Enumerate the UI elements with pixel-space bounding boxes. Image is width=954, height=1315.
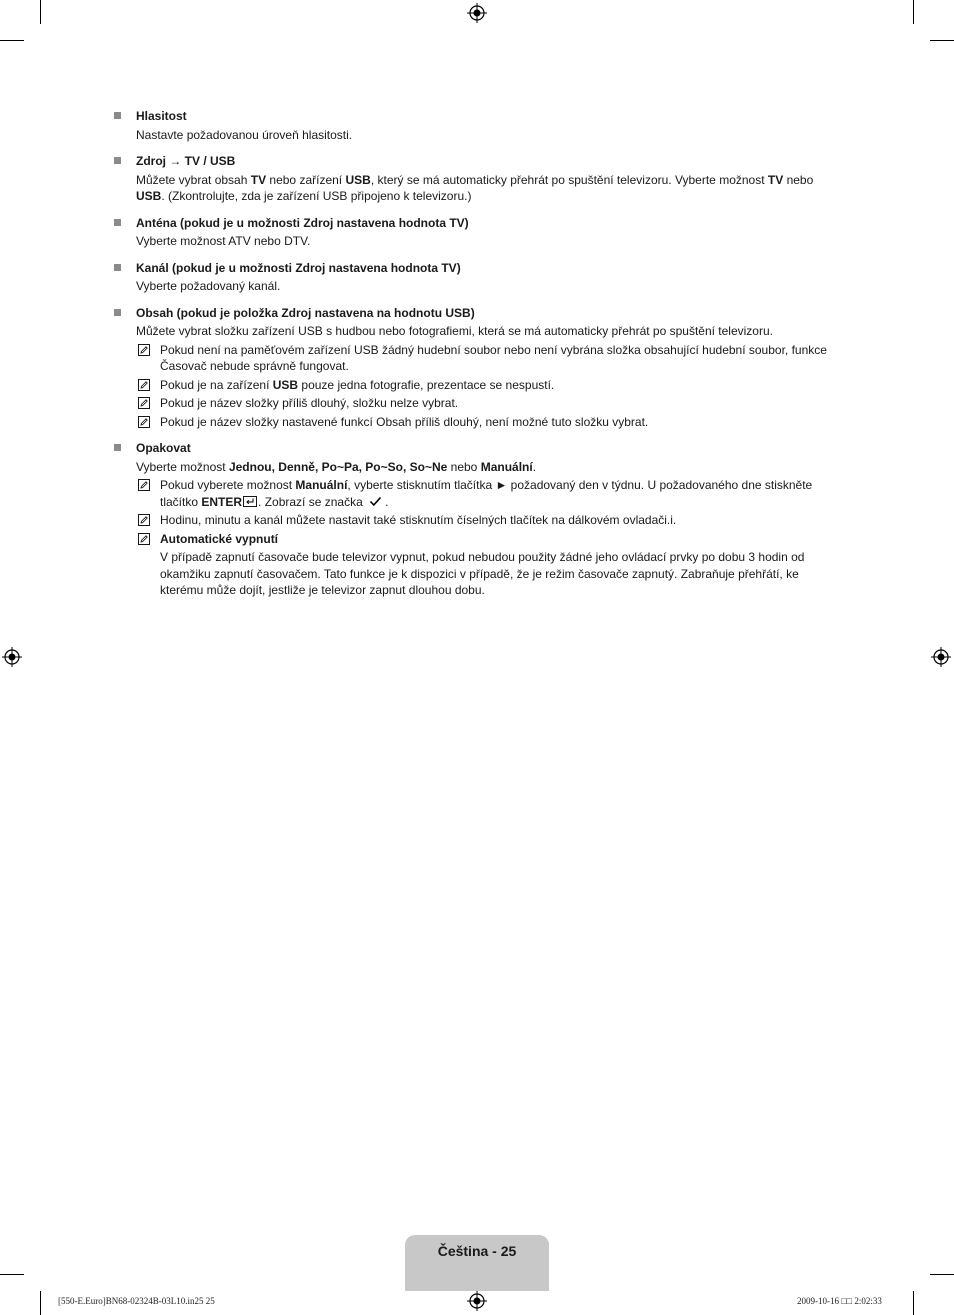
note-pencil-icon: [138, 416, 150, 428]
square-bullet-icon: [114, 309, 121, 316]
section-description: Nastavte požadovanou úroveň hlasitosti.: [136, 127, 353, 142]
registration-mark-icon: [931, 647, 951, 667]
note-item: Pokud vyberete možnost Manuální, vyberte stisknutím tlačítka ► požadovaný den v týdnu. U požadovaného dne stiskněte tlačítko ENTER . Zobrazí se značka .: [136, 477, 842, 510]
section-description: Vyberte možnost Jednou, Denně, Po~Pa, Po~So, So~Ne nebo Manuální.: [136, 459, 537, 474]
note-pencil-icon: [138, 514, 150, 526]
registration-mark-icon: [2, 647, 22, 667]
square-bullet-icon: [114, 264, 121, 271]
enter-icon: [243, 496, 257, 507]
section-description: Můžete vybrat obsah TV nebo zařízení USB, který se má automaticky přehrát po spuštění televizoru. Vyberte možnost TV nebo USB. (Zkontrolujte, zda je zařízení USB připojeno k televizoru.): [136, 172, 814, 203]
section-heading: Anténa (pokud je u možnosti Zdroj nastavena hodnota TV): [136, 215, 469, 230]
note-pencil-icon: [138, 397, 150, 409]
note-item: Pokud je název složky nastavené funkcí Obsah příliš dlouhý, není možné tuto složku vybrat.: [136, 414, 842, 431]
note-item: Pokud je název složky příliš dlouhý, složku nelze vybrat.: [136, 395, 842, 412]
section-zdroj: [112, 153, 842, 205]
square-bullet-icon: [114, 157, 121, 164]
section-hlasitost: [112, 108, 842, 143]
square-bullet-icon: [114, 112, 121, 119]
note-item: Pokud je na zařízení USB pouze jedna fotografie, prezentace se nespustí.: [136, 377, 842, 394]
crop-mark: [930, 1274, 954, 1275]
note-pencil-icon: [138, 479, 150, 491]
crop-mark: [0, 1274, 24, 1275]
note-title: Automatické vypnutí: [160, 531, 279, 546]
section-description: Vyberte možnost ATV nebo DTV.: [136, 234, 311, 248]
section-heading: Obsah (pokud je položka Zdroj nastavena na hodnotu USB): [136, 305, 475, 320]
crop-mark: [40, 0, 41, 24]
section-description: Můžete vybrat složku zařízení USB s hudbou nebo fotografiemi, která se má automaticky přehrát po spuštění televizoru.: [136, 324, 773, 338]
section-heading: Zdroj → TV / USB: [136, 154, 236, 168]
page-number-tab: [405, 1235, 549, 1291]
registration-mark-icon: [467, 3, 487, 23]
section-description: Vyberte požadovaný kanál.: [136, 279, 281, 293]
page-label: Čeština - 25: [437, 1243, 517, 1259]
crop-mark: [930, 40, 954, 41]
square-bullet-icon: [114, 444, 121, 451]
print-slug-left: [550-E.Euro]BN68-02324B-03L10.in25 25: [58, 1296, 215, 1306]
section-antena: [112, 215, 842, 250]
section-opakovat: [112, 440, 842, 599]
checkmark-icon: [369, 496, 382, 507]
crop-mark: [913, 1291, 914, 1315]
note-pencil-icon: [138, 533, 150, 545]
section-obsah: [112, 305, 842, 431]
section-heading: Opakovat: [136, 441, 191, 455]
note-pencil-icon: [138, 344, 150, 356]
note-pencil-icon: [138, 379, 150, 391]
note-text: V případě zapnutí časovače bude televizor vypnut, pokud nebudou použity žádné jeho ovládací prvky po dobu 3 hodin od okamžiku zapnutí časovačem. Tato funkce je k dispozici v případě, že je režim časovače zapnutý. Zabraňuje přehřátí, ke kterému může dojít, jestliže je televizor zapnut dlouhou dobu.: [160, 550, 805, 597]
note-item: [136, 531, 842, 599]
note-item: Pokud není na paměťovém zařízení USB žádný hudební soubor nebo není vybrána složka obsahující hudební soubor, funkce Časovač nebude správně fungovat.: [136, 342, 842, 375]
crop-mark: [913, 0, 914, 24]
square-bullet-icon: [114, 219, 121, 226]
print-slug-right: 2009-10-16 □□ 2:02:33: [797, 1296, 882, 1306]
crop-mark: [40, 1291, 41, 1315]
registration-mark-icon: [467, 1291, 487, 1311]
crop-mark: [0, 40, 24, 41]
section-heading: Kanál (pokud je u možnosti Zdroj nastavena hodnota TV): [136, 260, 461, 275]
note-item: Hodinu, minutu a kanál můžete nastavit také stisknutím číselných tlačítek na dálkovém ovladači.i.: [136, 512, 842, 529]
section-kanal: [112, 260, 842, 295]
manual-content: [112, 108, 842, 609]
section-heading: Hlasitost: [136, 109, 187, 123]
